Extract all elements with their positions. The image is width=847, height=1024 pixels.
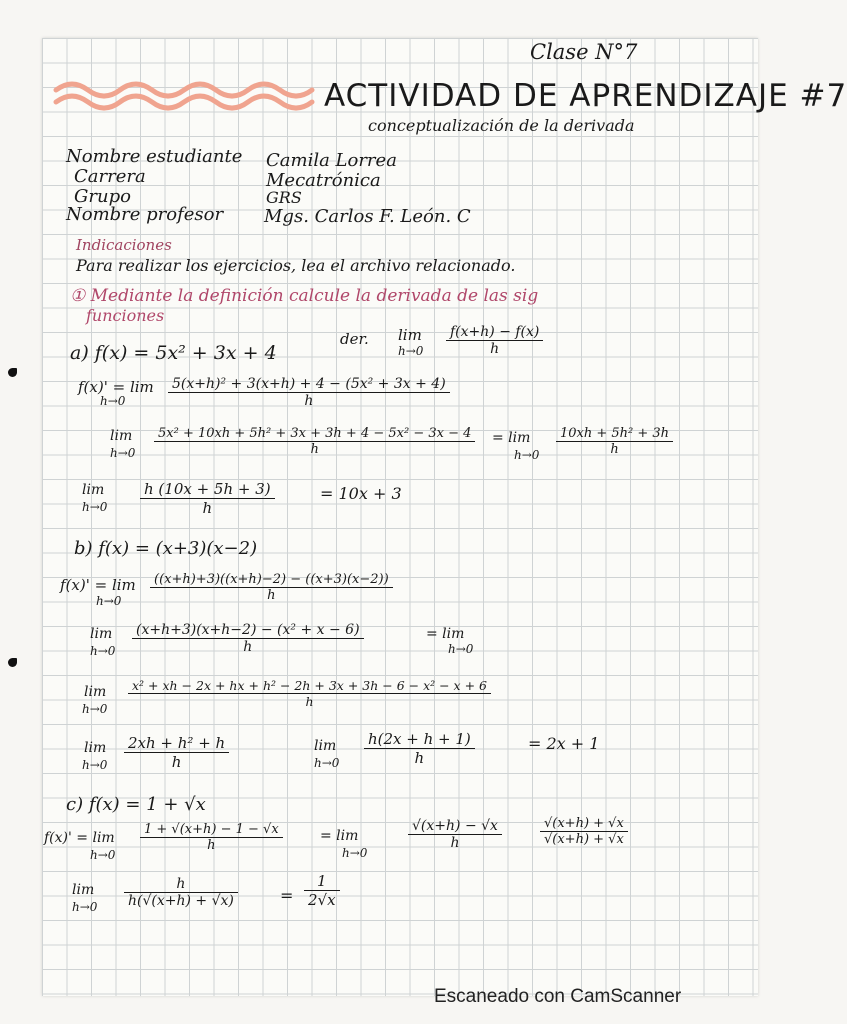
page-subtitle: conceptualización de la derivada bbox=[368, 116, 635, 135]
decorative-wave-icon bbox=[54, 78, 316, 112]
formula: $\frac{\text{5(x+h)² + 3(x+h) + 4 − (5x² + 3x + 4)}}{h}$ bbox=[168, 376, 450, 409]
lim-symbol: lim bbox=[110, 428, 133, 444]
lim-symbol: lim bbox=[84, 684, 107, 700]
part-a-label: a) f(x) = 5x² + 3x + 4 bbox=[70, 342, 277, 364]
part-c-label: c) f(x) = 1 + √x bbox=[66, 794, 206, 815]
lim-subscript: h→0 bbox=[96, 594, 122, 608]
lim-subscript: h→0 bbox=[82, 758, 108, 772]
formula: $\frac{\text{x² + xh − 2x + hx + h² − 2h + 3x + 3h − 6 − x² − x + 6}}{h}$ bbox=[128, 678, 491, 709]
exercise-statement: funciones bbox=[86, 306, 165, 325]
exercise-statement: ① Mediante la definición calcule la derivada de las sig bbox=[70, 286, 539, 306]
lim-symbol: lim bbox=[314, 738, 337, 754]
lim-symbol: lim bbox=[84, 740, 107, 756]
part-b-result: = 2x + 1 bbox=[528, 734, 600, 753]
page-title: ACTIVIDAD DE APRENDIZAJE #7 bbox=[324, 78, 847, 114]
info-label: Carrera bbox=[74, 166, 146, 187]
part-a-result: = 10x + 3 bbox=[320, 484, 402, 503]
binder-hole bbox=[8, 368, 17, 377]
formula-prefix: f(x)' = lim bbox=[78, 378, 154, 396]
formula: $\frac{((x+h)+3)((x+h)-2) - ((x+3)(x-2))}{h}$ bbox=[150, 572, 393, 603]
info-value: Camila Lorrea bbox=[266, 150, 397, 171]
formula-equals: = lim bbox=[320, 828, 359, 844]
lim-subscript: h→0 bbox=[100, 394, 126, 408]
formula-prefix: f(x)' = lim bbox=[60, 576, 136, 594]
formula-equals: = lim bbox=[426, 626, 465, 642]
info-value: Mgs. Carlos F. León. C bbox=[264, 206, 471, 227]
lim-symbol: lim bbox=[82, 482, 105, 498]
part-b-label: b) f(x) = (x+3)(x−2) bbox=[74, 538, 258, 559]
formula: $\frac{\text{10xh + 5h² + 3h}}{h}$ bbox=[556, 426, 673, 457]
formula-equals: = bbox=[280, 886, 294, 905]
formula: $\frac{1 + √(x+h) - 1 - √x}{h}$ bbox=[140, 822, 283, 853]
lim-subscript: h→0 bbox=[110, 446, 136, 460]
scanner-watermark: Escaneado con CamScanner bbox=[434, 986, 682, 1007]
formula: $\frac{h (10x + 5h + 3)}{h}$ bbox=[140, 480, 275, 517]
formula: $\frac{h}{h(√(x+h) + √x)}$ bbox=[124, 876, 238, 909]
lim-symbol: lim bbox=[90, 626, 113, 642]
formula: $\frac{\text{5x² + 10xh + 5h² + 3x + 3h + 4 − 5x² − 3x − 4}}{h}$ bbox=[154, 426, 475, 457]
info-label: Nombre profesor bbox=[66, 204, 224, 225]
formula: $\frac{h(2x + h + 1)}{h}$ bbox=[364, 730, 475, 767]
indications-text: Para realizar los ejercicios, lea el archivo relacionado. bbox=[76, 256, 516, 275]
lim-subscript: h→0 bbox=[448, 642, 474, 656]
formula-prefix: f(x)' = lim bbox=[44, 830, 115, 846]
lim-subscript: h→0 bbox=[82, 500, 108, 514]
formula: $\frac{√(x+h) + √x}{√(x+h) + √x}$ bbox=[540, 816, 628, 847]
indications-heading: Indicaciones bbox=[76, 236, 172, 254]
lim-subscript: h→0 bbox=[82, 702, 108, 716]
info-value: GRS bbox=[266, 188, 302, 207]
lim-subscript: h→0 bbox=[514, 448, 540, 462]
lim-symbol: lim bbox=[72, 882, 95, 898]
definition-label: der. bbox=[340, 330, 369, 348]
formula: $\frac{\text{(x+h+3)(x+h−2) − (x² + x − 6)}}{h}$ bbox=[132, 622, 364, 655]
lim-subscript: h→0 bbox=[72, 900, 98, 914]
formula-equals: = lim bbox=[492, 430, 531, 446]
info-label: Grupo bbox=[74, 186, 131, 207]
formula: $\frac{\text{2xh + h² + h}}{h}$ bbox=[124, 734, 229, 771]
lim-subscript: h→0 bbox=[342, 846, 368, 860]
lim-subscript: h→0 bbox=[90, 848, 116, 862]
info-label: Nombre estudiante bbox=[66, 146, 243, 167]
info-value: Mecatrónica bbox=[266, 170, 381, 191]
class-label: Clase N°7 bbox=[530, 40, 638, 64]
formula: $\frac{√(x+h) - √x}{h}$ bbox=[408, 818, 502, 851]
lim-symbol: lim bbox=[398, 326, 422, 344]
lim-subscript: h→0 bbox=[90, 644, 116, 658]
formula: $\frac{f(x+h) - f(x)}{h}$ bbox=[446, 324, 543, 357]
part-c-result: $\frac{1}{2√x}$ bbox=[304, 872, 340, 909]
binder-hole bbox=[8, 658, 17, 667]
lim-subscript: h→0 bbox=[314, 756, 340, 770]
lim-subscript: h→0 bbox=[398, 344, 424, 358]
